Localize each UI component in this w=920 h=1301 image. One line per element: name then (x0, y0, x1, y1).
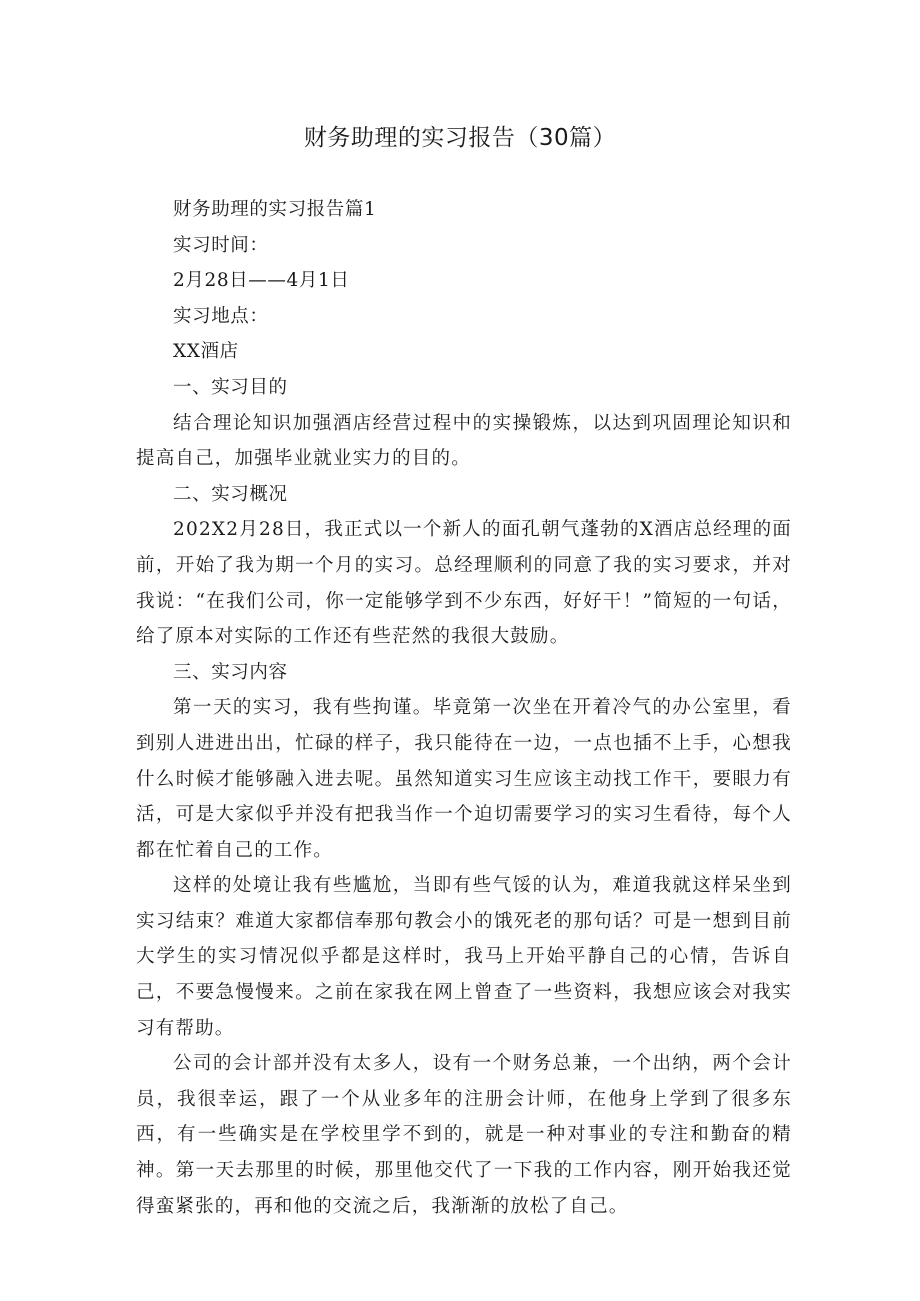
document-title: 财务助理的实习报告（30篇） (303, 125, 617, 151)
paragraph: 第一天的实习，我有些拘谨。毕竟第一次坐在开着冷气的办公室里，看到别人进进出出，忙碌的样子，我只能待在一边，一点也插不上手，心想我什么时候才能够融入进去呢。虽然知道实习生应该主动找工作干，要眼力有活，可是大家似乎并没有把我当作一个迫切需要学习的实习生看待，每个人都在忙着自己的工作。 (136, 697, 792, 861)
field-label: 实习地点： (173, 305, 269, 327)
field-value: XX酒店 (173, 341, 239, 363)
paragraph: 这样的处境让我有些尴尬，当即有些气馁的认为，难道我就这样呆坐到实习结束？难道大家都信奉那句教会小的饿死老的那句话？可是一想到目前大学生的实习情况似乎都是这样时，我马上开始平静自己的心情，告诉自己，不要急慢慢来。之前在家我在网上曾查了一些资料，我想应该会对我实习有帮助。 (136, 875, 792, 1039)
section-heading: 二、实习概况 (173, 483, 288, 505)
section-heading: 一、实习目的 (173, 376, 288, 398)
paragraph: 202X2月28日，我正式以一个新人的面孔朝气蓬勃的X酒店总经理的面前，开始了我为期一个月的实习。总经理顺利的同意了我的实习要求，并对我说：“在我们公司，你一定能够学到不少东西，好好干！”简短的一句话，给了原本对实际的工作还有些茫然的我很大鼓励。 (136, 519, 792, 648)
document-body (136, 192, 792, 1224)
field-label: 实习时间： (173, 234, 269, 256)
section-heading: 财务助理的实习报告篇1 (173, 199, 377, 220)
field-value: 2月28日——4月1日 (173, 270, 350, 292)
paragraph: 结合理论知识加强酒店经营过程中的实操锻炼，以达到巩固理论知识和提高自己，加强毕业就业实力的目的。 (136, 412, 792, 470)
paragraph: 公司的会计部并没有太多人，设有一个财务总兼，一个出纳，两个会计员，我很幸运，跟了一个从业多年的注册会计师，在他身上学到了很多东西，有一些确实是在学校里学不到的，就是一种对事业的专注和勤奋的精神。第一天去那里的时候，那里他交代了一下我的工作内容，刚开始我还觉得蛮紧张的，再和他的交流之后，我渐渐的放松了自己。 (136, 1053, 792, 1217)
section-heading: 三、实习内容 (173, 661, 288, 683)
